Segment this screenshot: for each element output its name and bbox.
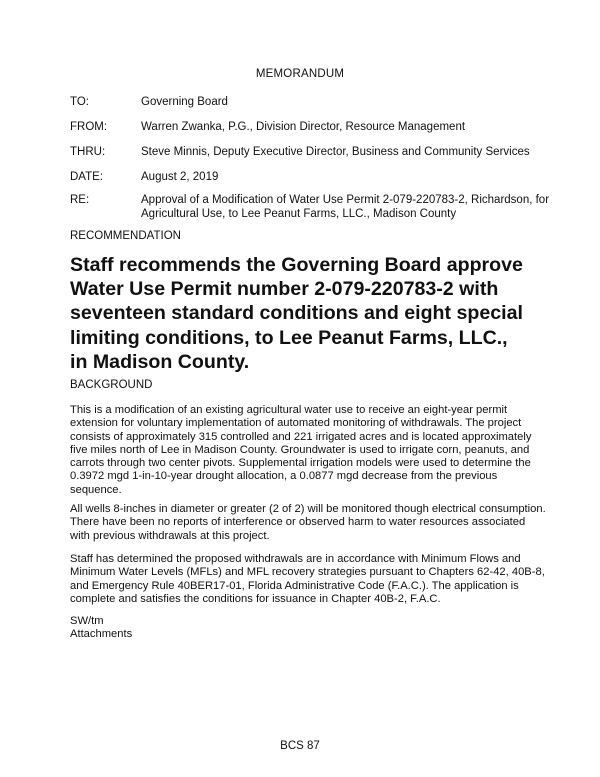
headline-line: in Madison County. xyxy=(70,350,250,373)
re-value xyxy=(141,194,550,221)
paragraph-line: sequence. xyxy=(70,483,122,496)
signoff-initials: SW/tm xyxy=(70,615,104,627)
re-line: Agricultural Use, to Lee Peanut Farms, LLC., Madison County xyxy=(141,207,457,220)
re-label: RE: xyxy=(70,194,90,206)
paragraph-line: carrots through two center pivots. Supplemental irrigation models were used to determine the xyxy=(70,457,531,470)
re-line: Approval of a Modification of Water Use Permit 2-079-220783-2, Richardson, for xyxy=(141,194,550,206)
page-footer: BCS 87 xyxy=(280,740,320,752)
paragraph-line: five miles north of Lee in Madison County. Groundwater is used to irrigate corn, peanuts, and xyxy=(70,443,530,456)
memo-title: MEMORANDUM xyxy=(255,68,345,80)
paragraph-line: Staff has determined the proposed withdrawals are in accordance with Minimum Flows and xyxy=(70,553,521,565)
paragraph-line: with previous withdrawals at this project. xyxy=(70,529,270,542)
paragraph-line: All wells 8-inches in diameter or greater (2 of 2) will be monitored though electrical consumption. xyxy=(70,503,546,515)
background-paragraph-2 xyxy=(70,503,546,543)
headline-line: seventeen standard conditions and eight special xyxy=(70,302,523,325)
background-paragraph-1 xyxy=(70,404,540,497)
paragraph-line: and Emergency Rule 40BER17-01, Florida Administrative Code (F.A.C.). The application is xyxy=(70,579,519,592)
paragraph-line: extension for voluntary implementation of automated monitoring of withdrawals. The project xyxy=(70,417,522,430)
date-value: August 2, 2019 xyxy=(141,171,219,183)
headline-line: Staff recommends the Governing Board approve xyxy=(70,254,523,276)
paragraph-line: Minimum Water Levels (MFLs) and MFL recovery strategies pursuant to Chapters 62-42, 40B-8, xyxy=(70,566,545,579)
to-label: TO: xyxy=(70,96,89,108)
recommendation-label: RECOMMENDATION xyxy=(70,230,181,242)
paragraph-line: complete and satisfies the conditions for issuance in Chapter 40B-2, F.A.C. xyxy=(70,592,441,605)
thru-value: Steve Minnis, Deputy Executive Director, Business and Community Services xyxy=(141,146,530,158)
thru-label: THRU: xyxy=(70,146,106,158)
paragraph-line: 0.3972 mgd 1-in-10-year drought allocation, a 0.0877 mgd decrease from the previous xyxy=(70,470,498,483)
headline-line: Water Use Permit number 2-079-220783-2 with xyxy=(70,278,499,301)
from-label: FROM: xyxy=(70,121,108,133)
background-label: BACKGROUND xyxy=(70,379,153,391)
signoff xyxy=(70,615,540,642)
date-label: DATE: xyxy=(70,171,104,183)
recommendation-headline xyxy=(70,253,550,374)
background-paragraph-3 xyxy=(70,553,545,606)
paragraph-line: consists of approximately 315 controlled and 221 irrigated acres and is located approximately xyxy=(70,430,532,443)
paragraph-line: This is a modification of an existing agricultural water use to receive an eight-year permit xyxy=(70,404,508,416)
from-value: Warren Zwanka, P.G., Division Director, Resource Management xyxy=(141,121,466,133)
headline-line: limiting conditions, to Lee Peanut Farms, LLC., xyxy=(70,326,508,349)
signoff-attachments: Attachments xyxy=(70,628,133,641)
paragraph-line: There have been no reports of interference or observed harm to water resources associated xyxy=(70,516,526,529)
to-value: Governing Board xyxy=(141,96,228,108)
